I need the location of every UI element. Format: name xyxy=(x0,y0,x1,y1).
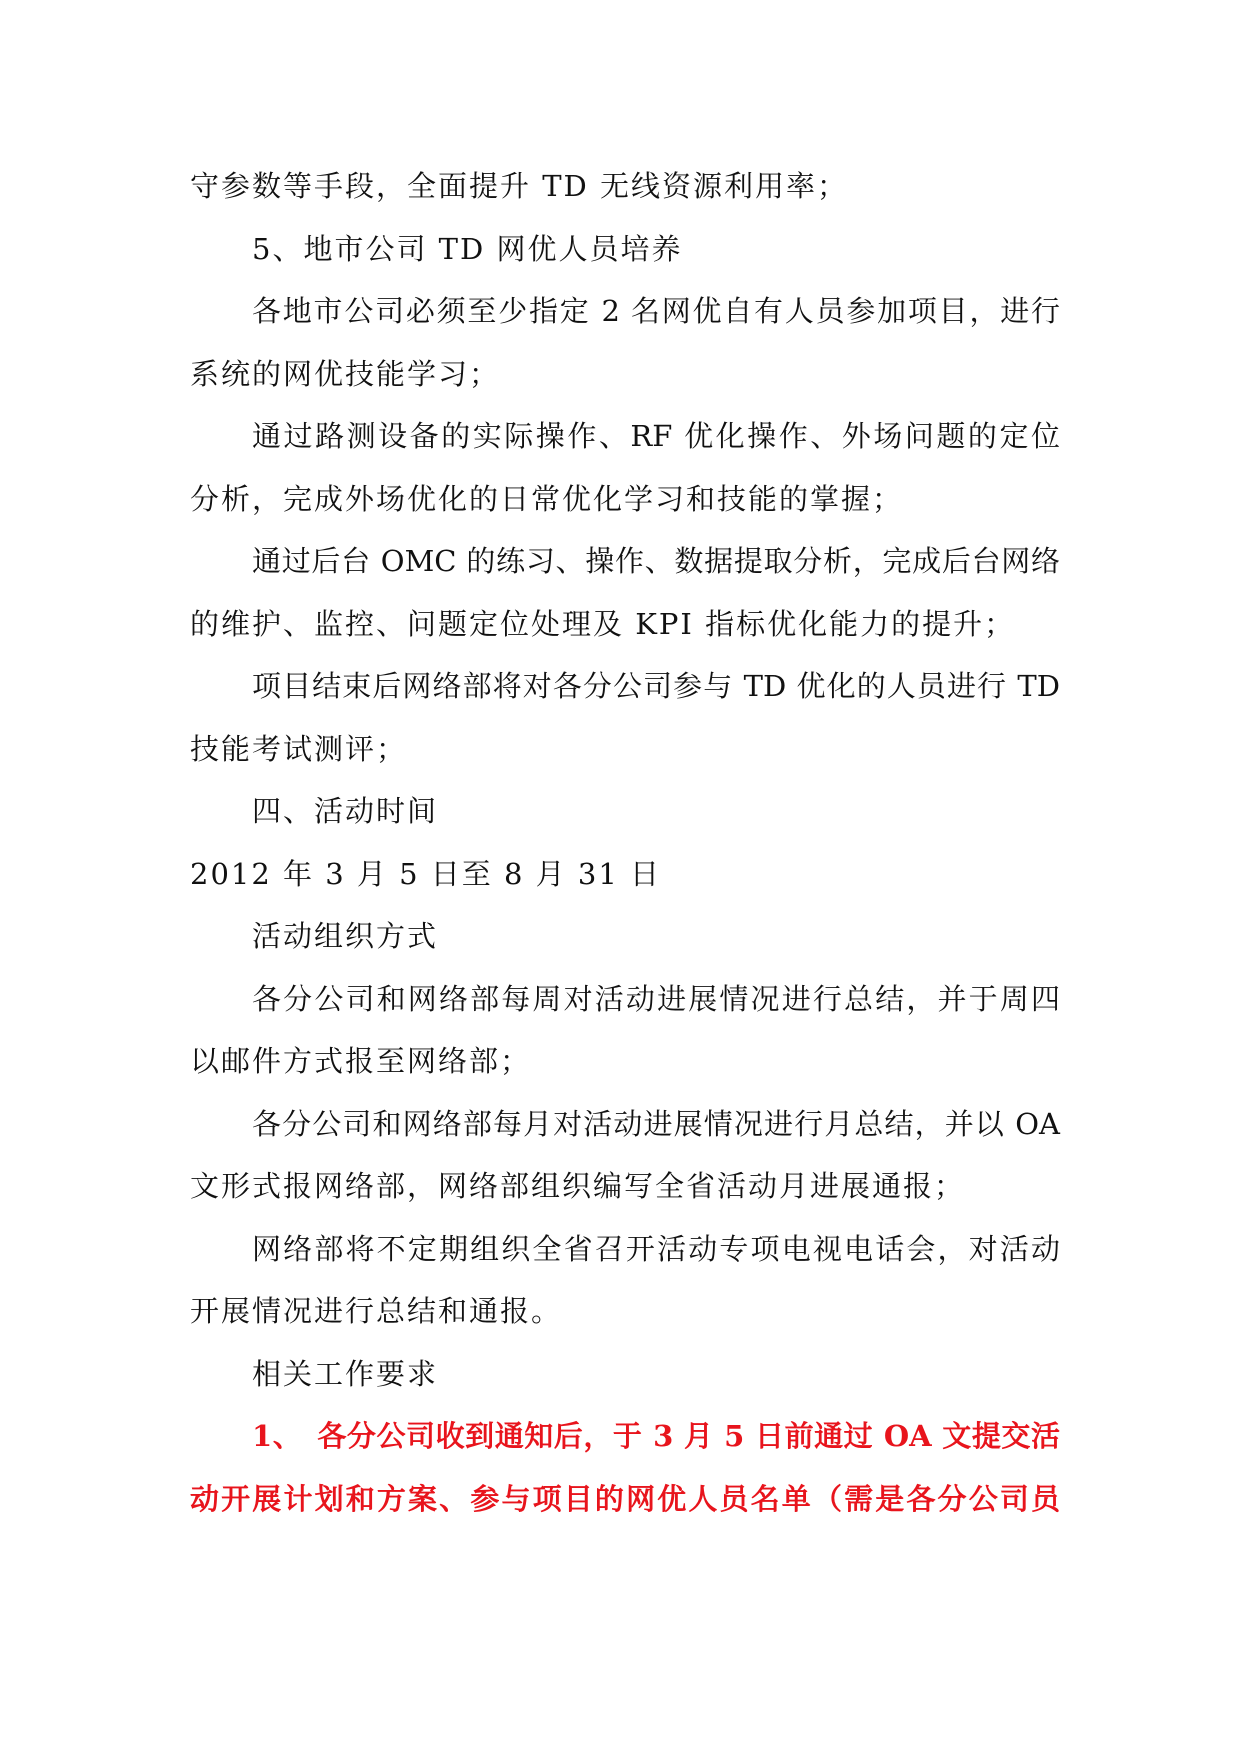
text-line: 网络部将不定期组织全省召开活动专项电视电话会，对活动 xyxy=(252,1232,1060,1266)
requirement-line: 动开展计划和方案、参与项目的网优人员名单（需是各分公司员 xyxy=(190,1482,1060,1516)
text-line: 文形式报网络部，网络部组织编写全省活动月进展通报； xyxy=(190,1169,966,1203)
text-line: 技能考试测评； xyxy=(190,732,408,766)
text-line: 通过后台 OMC 的练习、操作、数据提取分析，完成后台网络 xyxy=(252,544,1060,578)
section-heading: 相关工作要求 xyxy=(252,1357,439,1391)
section-heading: 5、地市公司 TD 网优人员培养 xyxy=(252,232,683,266)
text-line: 的维护、监控、问题定位处理及 KPI 指标优化能力的提升； xyxy=(190,607,1016,641)
text-line: 开展情况进行总结和通报。 xyxy=(190,1294,563,1328)
section-heading: 活动组织方式 xyxy=(252,919,439,953)
date-range: 2012 年 3 月 5 日至 8 月 31 日 xyxy=(190,857,662,891)
text-line: 以邮件方式报至网络部； xyxy=(190,1044,532,1078)
requirement-line: 1、 各分公司收到通知后，于 3 月 5 日前通过 OA 文提交活 xyxy=(252,1419,1060,1453)
section-heading: 四、活动时间 xyxy=(252,794,439,828)
text-line: 守参数等手段，全面提升 TD 无线资源利用率； xyxy=(190,169,849,203)
text-line: 项目结束后网络部将对各分公司参与 TD 优化的人员进行 TD xyxy=(252,669,1060,703)
text-line: 通过路测设备的实际操作、RF 优化操作、外场问题的定位 xyxy=(252,419,1060,453)
text-line: 系统的网优技能学习； xyxy=(190,357,501,391)
text-line: 各分公司和网络部每月对活动进展情况进行月总结，并以 OA xyxy=(252,1107,1060,1141)
text-line: 分析，完成外场优化的日常优化学习和技能的掌握； xyxy=(190,482,904,516)
text-line: 各地市公司必须至少指定 2 名网优自有人员参加项目，进行 xyxy=(252,294,1060,328)
text-line: 各分公司和网络部每周对活动进展情况进行总结，并于周四 xyxy=(252,982,1060,1016)
